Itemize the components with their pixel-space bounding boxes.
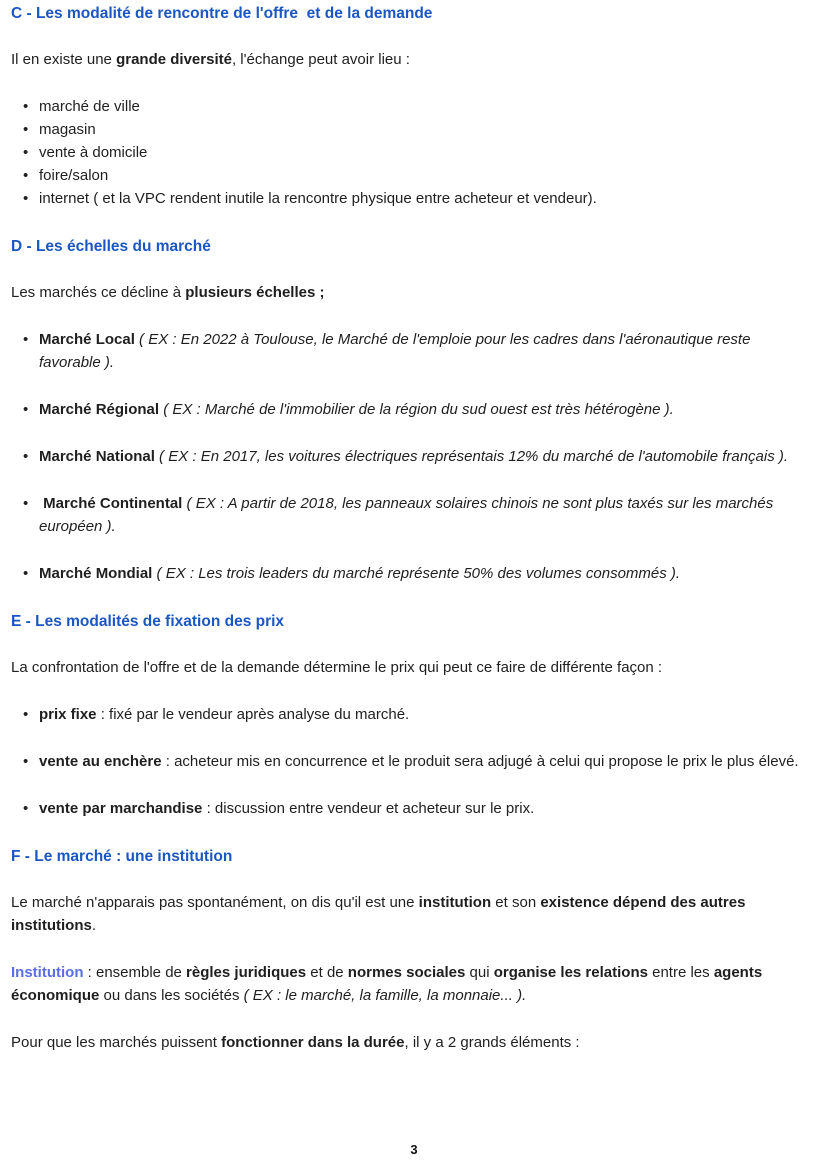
section-heading: D - Les échelles du marché bbox=[11, 238, 211, 255]
section-f bbox=[11, 846, 815, 1054]
text-run: et de bbox=[306, 964, 348, 981]
text-run: plusieurs échelles ; bbox=[185, 284, 325, 301]
section-c bbox=[11, 3, 815, 210]
text-run: ( EX : le marché, la famille, la monnaie... ). bbox=[243, 987, 527, 1004]
text-run: ( EX : A partir de 2018, les panneaux solaires chinois ne sont plus taxés sur les marchés européen ). bbox=[39, 495, 778, 535]
text-run: ( EX : En 2017, les voitures électriques représentais 12% du marché de l'automobile français ). bbox=[159, 448, 789, 465]
paragraph bbox=[11, 1031, 815, 1054]
text-run: ou dans les sociétés bbox=[99, 987, 244, 1004]
list-item bbox=[39, 445, 815, 468]
text-run: vente au enchère bbox=[39, 753, 162, 770]
text-run: Marché Régional bbox=[39, 401, 164, 418]
text-run: Marché Continental bbox=[39, 495, 187, 512]
section-heading: C - Les modalité de rencontre de l'offre et de la demande bbox=[11, 5, 433, 22]
text-run: normes sociales bbox=[347, 964, 466, 981]
text-run: : fixé par le vendeur après analyse du marché. bbox=[96, 706, 410, 723]
section-heading: E - Les modalités de fixation des prix bbox=[11, 613, 285, 630]
list-item bbox=[39, 492, 815, 538]
paragraph bbox=[11, 656, 815, 679]
text-run: Pour que les marchés puissent bbox=[11, 1034, 222, 1051]
text-run: prix fixe bbox=[39, 706, 97, 723]
list-item bbox=[39, 750, 815, 773]
text-run: internet ( et la VPC rendent inutile la rencontre physique entre acheteur et vendeur). bbox=[39, 190, 597, 207]
text-run: et son bbox=[491, 894, 541, 911]
text-run: règles juridiques bbox=[186, 964, 307, 981]
text-run: foire/salon bbox=[39, 167, 109, 184]
text-run: Le marché n'apparais pas spontanément, on dis qu'il est une bbox=[11, 894, 419, 911]
text-run: qui bbox=[465, 964, 494, 981]
bullet-list bbox=[11, 703, 815, 820]
text-run: Institution bbox=[11, 964, 84, 981]
text-run: Les marchés ce décline à bbox=[11, 284, 186, 301]
text-run: grande diversité bbox=[116, 51, 232, 68]
text-run: ( EX : Les trois leaders du marché représente 50% des volumes consommés ). bbox=[156, 565, 681, 582]
page-footer bbox=[0, 1138, 828, 1161]
text-run: marché de ville bbox=[39, 98, 140, 115]
list-item bbox=[39, 118, 815, 141]
text-run: Marché Mondial bbox=[39, 565, 157, 582]
bullet-list bbox=[11, 95, 815, 210]
text-run: ( EX : En 2022 à Toulouse, le Marché de l'emploie pour les cadres dans l'aéronautique reste favorable ). bbox=[39, 331, 755, 371]
list-item bbox=[39, 797, 815, 820]
text-run: entre les bbox=[647, 964, 714, 981]
list-item bbox=[39, 187, 815, 210]
text-run: : discussion entre vendeur et acheteur sur le prix. bbox=[202, 800, 535, 817]
paragraph bbox=[11, 48, 815, 71]
text-run: , l'échange peut avoir lieu : bbox=[231, 51, 410, 68]
text-run: : ensemble de bbox=[83, 964, 187, 981]
text-run: La confrontation de l'offre et de la demande détermine le prix qui peut ce faire de différente façon : bbox=[11, 659, 663, 676]
list-item bbox=[39, 562, 815, 585]
list-item bbox=[39, 141, 815, 164]
list-item bbox=[39, 328, 815, 374]
bullet-list bbox=[11, 328, 815, 585]
text-run: . bbox=[91, 917, 96, 934]
paragraph bbox=[11, 891, 815, 937]
text-run: organise les relations bbox=[493, 964, 648, 981]
text-run: existence dépend des autres institutions bbox=[11, 894, 750, 934]
list-item bbox=[39, 703, 815, 726]
text-run: agents économique bbox=[11, 964, 767, 1004]
text-run: : acheteur mis en concurrence et le produit sera adjugé à celui qui propose le prix le plus élevé. bbox=[161, 753, 799, 770]
text-run: institution bbox=[418, 894, 492, 911]
text-run: magasin bbox=[39, 121, 96, 138]
text-run: fonctionner dans la durée bbox=[221, 1034, 405, 1051]
text-run: vente par marchandise bbox=[39, 800, 203, 817]
section-e bbox=[11, 611, 815, 820]
list-item bbox=[39, 95, 815, 118]
text-run: Marché Local bbox=[39, 331, 140, 348]
list-item bbox=[39, 398, 815, 421]
text-run: Marché National bbox=[39, 448, 160, 465]
section-d bbox=[11, 236, 815, 585]
text-run: , il y a 2 grands éléments : bbox=[404, 1034, 580, 1051]
text-run: Il en existe une bbox=[11, 51, 117, 68]
text-run: vente à domicile bbox=[39, 144, 148, 161]
paragraph-institution-definition bbox=[11, 961, 815, 1007]
text-run: ( EX : Marché de l'immobilier de la région du sud ouest est très hétérogène ). bbox=[163, 401, 674, 418]
section-heading: F - Le marché : une institution bbox=[11, 848, 233, 865]
paragraph bbox=[11, 281, 815, 304]
list-item bbox=[39, 164, 815, 187]
page-number: 3 bbox=[410, 1142, 418, 1157]
document-page bbox=[11, 3, 815, 1054]
